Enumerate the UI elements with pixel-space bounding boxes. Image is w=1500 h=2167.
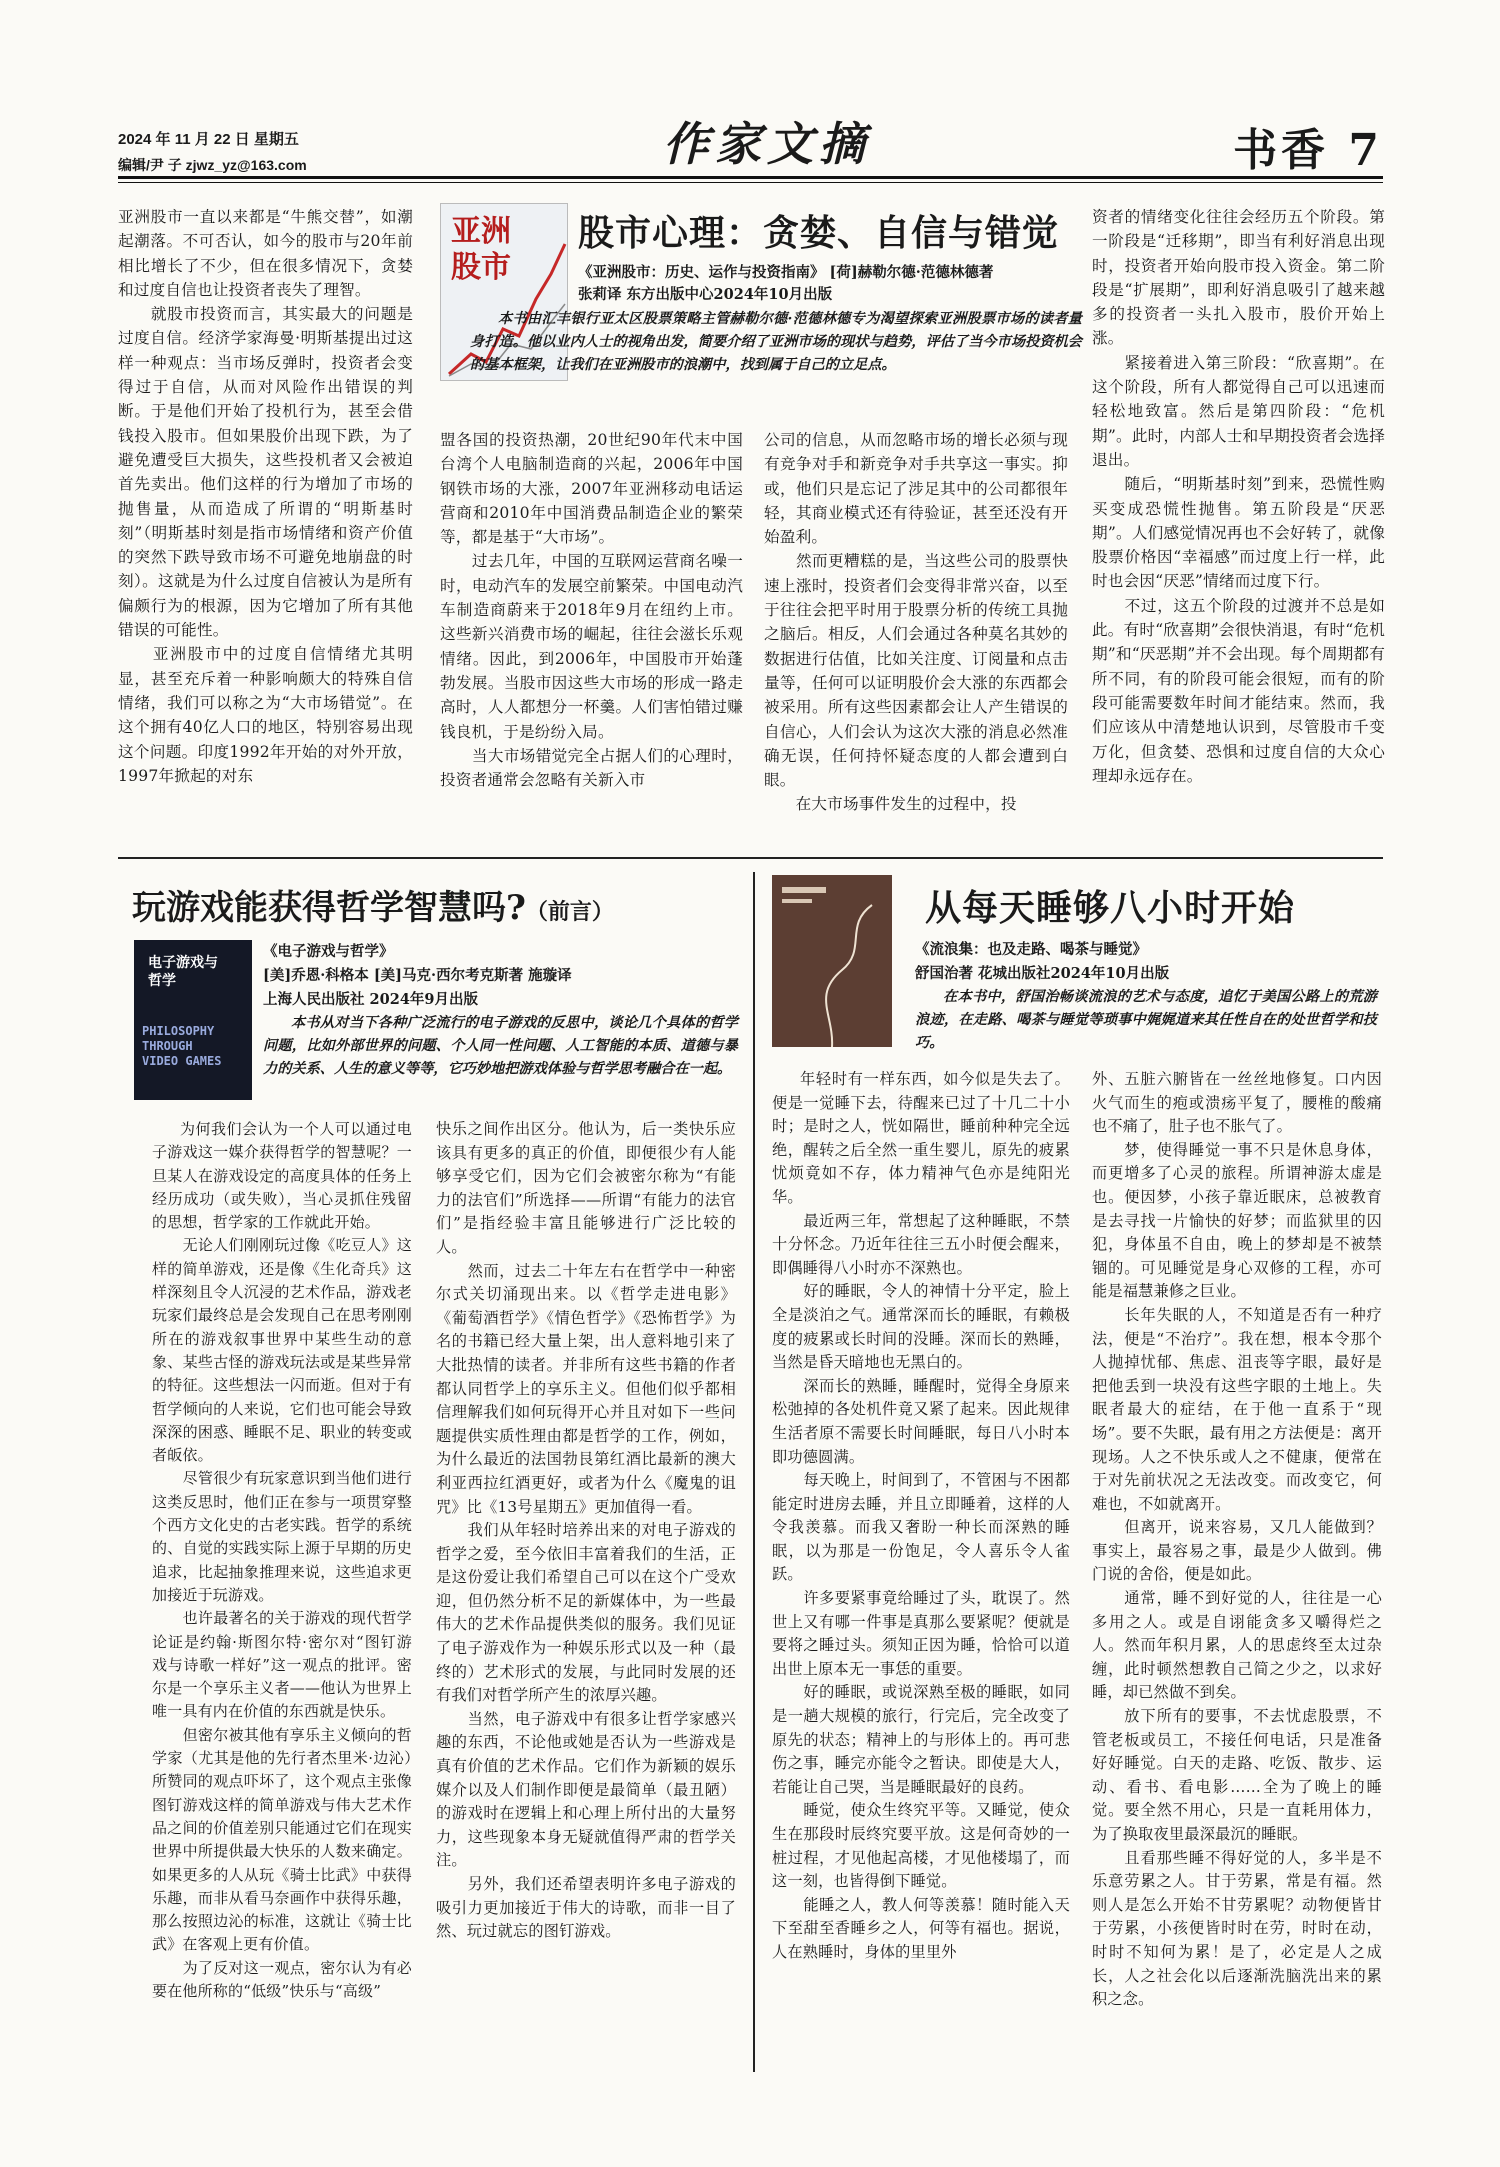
newspaper-logo: 作家文摘 [663,117,871,171]
road-line-graphic [772,875,892,1047]
column-divider [753,872,755,2072]
article3-column-2: 外、五脏六腑皆在一丝丝地修复。口内因火气而生的疱或溃疡平复了，腰椎的酸痛也不痛了，肚子也不胀气了。 梦，使得睡觉一事不只是休息身体，而更增多了心灵的旅程。所谓神游太虚是也。便因梦，小孩子靠近眠床，总被教育是去寻找一片愉快的好梦；而监狱里的囚犯，身体虽不自由，晚上的梦却是不被禁锢的。可见睡觉是身心双修的工程，亦可能是福慧兼修之巨业。 长年失眠的人，不知道是否有一种疗法，便是“不治疗”。我在想，根本令那个人抛掉忧郁、焦虑、沮丧等字眼，最好是把他丢到一块没有这些字眼的土地上。失眠者最大的症结，在于他一直系于“现场”。要不失眠，最有用之方法便是：离开现场。人之不快乐或人之不健康，便常在于对先前状况之无法改变。而改变它，何难也，不如就离开。 但离开，说来容易，又几人能做到？事实上，最容易之事，最是少人做到。佛门说的舍俗，便是如此。 通常，睡不到好觉的人，往往是一心多用之人。或是自诩能贪多又嚼得烂之人。然而年积月累，人的思虑终至太过杂缠，此时顿然想教自己简之少之，以求好睡，却已然做不到矣。 放下所有的要事，不去忧虑股票，不管老板或员工，不接任何电话，只是准备好好睡觉。白天的走路、吃饭、散步、运动、看书、看电影……全为了晚上的睡觉。要全然不用心，只是一直耗用体力，为了换取夜里最深最沉的睡眠。 且看那些睡不得好觉的人，多半是不乐意劳累之人。甘于劳累，常是有福。然则人是怎么开始不甘劳累呢？动物便皆甘于劳累，小孩便皆时时在劳，时时在动，时时不知何为累！是了，必定是人之成长，人之社会化以后逐渐洗脑洗出来的累积之念。 [1092,1070,1382,2009]
section-divider [118,857,1383,859]
article3-book-info: 《流浪集：也及走路、喝茶与睡觉》 舒国治著 花城出版社2024年10月出版 [915,941,1170,982]
article1-column-2: 盟各国的投资热潮，20世纪90年代末中国台湾个人电脑制造商的兴起，2006年中国钢铁市场的大涨，2007年亚洲移动电话运营商和2010年中国消费品制造企业的繁荣等，都是基于“大市场”。 过去几年，中国的互联网运营商名噪一时，电动汽车的发展空前繁荣。中国电动汽车制造商蔚来于2018年9月在纽约上市。这些新兴消费市场的崛起，往往会滋长乐观情绪。因此，到2006年，中国股市开始蓬勃发展。当股市因这些大市场的形成一路走高时，人人都想分一杯羹。人们害怕错过赚钱良机，于是纷纷入局。 当大市场错觉完全占据人们的心理时，投资者通常会忽略有关新入市 [440,431,743,790]
article2-cover-title: 电子游戏与 哲学 [148,955,218,989]
article2-title: 玩游戏能获得哲学智慧吗? [132,888,526,928]
article1-column-4: 资者的情绪变化往往会经历五个阶段。第一阶段是“迁移期”，即当有利好消息出现时，投资者开始向股市投入资金。第二阶段是“扩展期”，即利好消息吸引了越来越多的投资者一头扎入股市，股价开始上涨。 紧接着进入第三阶段：“欣喜期”。在这个阶段，所有人都觉得自己可以迅速而轻松地致富。然后是第四阶段：“危机期”。此时，内部人士和早期投资者会选择退出。 随后，“明斯基时刻”到来，恐慌性购买变成恐慌性抛售。第五阶段是“厌恶期”。人们感觉情况再也不会好转了，就像股票价格因“幸福感”而过度上行一样，此时也会因“厌恶”情绪而过度下行。 不过，这五个阶段的过渡并不总是如此。有时“欣喜期”会很快消退，有时“危机期”和“厌恶期”并不会出现。每个周期都有所不同，有的阶段可能会很短，而有的阶段可能需要数年时间才能结束。然而，我们应该从中清楚地认识到，尽管股市千变万化，但贪婪、恐惧和过度自信的大众心理却永远存在。 [1092,208,1385,785]
article1-column-1: 亚洲股市一直以来都是“牛熊交替”，如潮起潮落。不可否认，如今的股市与20年前相比增长了不少，但在很多情况下，贪婪和过度自信也让投资者丧失了理智。 就股市投资而言，其实最大的问题是过度自信。经济学家海曼·明斯基提出过这样一种观点：当市场反弹时，投资者会变得过于自信，从而对风险作出错误的判断。于是他们开始了投机行为，甚至会借钱投入股市。但如果股价出现下跌，为了避免遭受巨大损失，这些投机者又会被迫首先卖出。他们这样的行为增加了市场的抛售量，从而造成了所谓的“明斯基时刻”（明斯基时刻是指市场情绪和资产价值的突然下跌导致市场不可避免地崩盘的时刻）。这就是为什么过度自信被认为是所有偏颇行为的根源，因为它增加了所有其他错误的可能性。 亚洲股市中的过度自信情绪尤其明显，甚至充斥着一种影响颇大的特殊自信情绪，我们可以称之为“大市场错觉”。在这个拥有40亿人口的地区，特别容易出现这个问题。印度1992年开始的对外开放，1997年掀起的对东 [118,208,413,785]
article2-column-1: 为何我们会认为一个人可以通过电子游戏这一媒介获得哲学的智慧呢？一旦某人在游戏设定的高度具体的任务上经历成功（或失败），当心灵抓住残留的思想，哲学家的工作就此开始。 无论人们刚刚玩过像《吃豆人》这样的简单游戏，还是像《生化奇兵》这样深刻且令人沉浸的艺术作品，游戏老玩家们最终总是会发现自己在思考刚刚所在的游戏叙事世界中某些生动的意象、某些古怪的游戏玩法或是某些异常的特征。这些想法一闪而逝。但对于有哲学倾向的人来说，它们也可能会导致深深的困惑、睡眠不足、职业的转变或者皈依。 尽管很少有玩家意识到当他们进行这类反思时，他们正在参与一项贯穿整个西方文化史的古老实践。哲学的系统的、自觉的实践实际上源于早期的历史追求，比起抽象推理来说，这些追求更加接近于玩游戏。 也许最著名的关于游戏的现代哲学论证是约翰·斯图尔特·密尔对“图钉游戏与诗歌一样好”这一观点的批评。密尔是一个享乐主义者——他认为世界上唯一具有内在价值的东西就是快乐。 但密尔被其他有享乐主义倾向的哲学家（尤其是他的先行者杰里米·边沁）所赞同的观点吓坏了，这个观点主张像图钉游戏这样的简单游戏与伟大艺术作品之间的价值差别只能通过它们在现实世界中所提供最大快乐的人数来确定。如果更多的人从玩《骑士比武》中获得乐趣，而非从看马奈画作中获得乐趣，那么按照边沁的标准，这就让《骑士比武》在客观上更有价值。 为了反对这一观点，密尔认为有必要在他所称的“低级”快乐与“高级” [152,1120,412,2000]
masthead-rule [118,176,1383,179]
editor-line: 编辑/尹 子 zjwz_yz@163.com [118,157,307,173]
article3-summary: 在本书中，舒国治畅谈流浪的艺术与态度，追忆于美国公路上的荒游浪迹，在走路、喝茶与睡觉等琐事中娓娓道来其任性自在的处世哲学和技巧。 [915,989,1377,1051]
article1-cover-title: 亚洲 股市 [451,214,511,285]
article1-column-3: 公司的信息，从而忽略市场的增长必须与现有竞争对手和新竞争对手共享这一事实。抑或，他们只是忘记了涉足其中的公司都很年轻，其商业模式还有待验证，甚至还没有开始盈利。 然而更糟糕的是，当这些公司的股票快速上涨时，投资者们会变得非常兴奋，以至于往往会把平时用于股票分析的传统工具抛之脑后。相反，人们会通过各种莫名其妙的数据进行估值，比如关注度、订阅量和点击量等，任何可以证明股价会大涨的东西都会被采用。所有这些因素都会让人产生错误的自信心，人们会认为这次大涨的消息必然准确无误，任何持怀疑态度的人都会遭到白眼。 在大市场事件发生的过程中，投 [764,431,1068,814]
article2-column-2: 快乐之间作出区分。他认为，后一类快乐应该具有更多的真正的价值，即便很少有人能够享受它们，因为它们会被密尔称为“有能力的法官们”所选择——所谓“有能力的法官们”是指经验丰富且能够进行广泛比较的人。 然而，过去二十年左右在哲学中一种密尔式关切涌现出来。以《哲学走进电影》《葡萄酒哲学》《情色哲学》《恐怖哲学》为名的书籍已经大量上架，出人意料地引来了大批热情的读者。并非所有这些书籍的作者都认同哲学上的享乐主义。但他们似乎都相信理解我们如何玩得开心并且对如下一些问题提供实质性理由都是哲学的工作，例如，为什么最近的法国勃艮第红酒比最新的澳大利亚西拉红酒更好，或者为什么《魔鬼的诅咒》比《13号星期五》更加值得一看。 我们从年轻时培养出来的对电子游戏的哲学之爱，至今依旧丰富着我们的生活，正是这份爱让我们希望自己可以在这个广受欢迎，但仍然分析不足的新媒体中，为一些最伟大的艺术作品提供类似的服务。我们见证了电子游戏作为一种娱乐形式以及一种（最终的）艺术形式的发展，与此同时发展的还有我们对哲学所产生的浓厚兴趣。 当然，电子游戏中有很多让哲学家感兴趣的东西，不论他或她是否认为一些游戏是真有价值的艺术作品。它们作为新颖的娱乐媒介以及人们制作即便是最简单（最丑陋）的游戏时在逻辑上和心理上所付出的大量努力，这些现象本身无疑就值得严肃的哲学关注。 另外，我们还希望表明许多电子游戏的吸引力更加接近于伟大的诗歌，而非一目了然、玩过就忘的图钉游戏。 [436,1120,736,1941]
article1-headline: 股市心理：贪婪、自信与错觉 [578,212,1060,254]
article3-headline: 从每天睡够八小时开始 [925,887,1296,929]
article2-cover-english: PHILOSOPHY THROUGH VIDEO GAMES [142,1024,222,1068]
article2-headline [132,880,614,929]
article2-book-cover [134,940,252,1100]
article1-summary: 本书由汇丰银行亚太区股票策略主管赫勒尔德·范德林德专为渴望探索亚洲股票市场的读者量身打造。他以业内人士的视角出发，简要介绍了亚洲市场的现状与趋势，评估了当今市场投资机会的基本框架，让我们在亚洲股市的浪潮中，找到属于自己的立足点。 [470,311,1082,373]
article1-book-info: 《亚洲股市：历史、运作与投资指南》 [荷]赫勒尔德·范德林德著 张莉译 东方出版中心2024年10月出版 [578,264,994,303]
masthead-rule-thin [118,182,1383,183]
section-page-label: 书香 7 [1233,125,1383,176]
article3-column-1: 年轻时有一样东西，如今似是失去了。便是一觉睡下去，待醒来已过了十几二十小时；是时之人，恍如隔世，睡前种种完全远绝，醒转之后全然一重生婴儿，原先的疲累忧烦竟如不存，体力精神气色亦是纯阳光华。 最近两三年，常想起了这种睡眠，不禁十分怀念。乃近年往往三五小时便会醒来，即偶睡得八小时亦不深熟也。 好的睡眠，令人的神情十分平定，脸上全是淡泊之气。通常深而长的睡眠，有赖极度的疲累或长时间的没睡。深而长的熟睡，当然是昏天暗地也无黑白的。 深而长的熟睡，睡醒时，觉得全身原来松弛掉的各处机件竟又紧了起来。因此规律生活者原不需要长时间睡眠，每日八小时本即功德圆满。 每天晚上，时间到了，不管困与不困都能定时进房去睡，并且立即睡着，这样的人令我羡慕。而我又奢盼一种长而深熟的睡眠，以为那是一份饱足，令人喜乐令人雀跃。 许多要紧事竟给睡过了头，耽误了。然世上又有哪一件事是真那么要紧呢？便就是要将之睡过头。须知正因为睡，恰恰可以道出世上原本无一事恁的重要。 好的睡眠，或说深熟至极的睡眠，如同是一趟大规模的旅行，行完后，完全改变了原先的状态；精神上的与形体上的。再可悲伤之事，睡完亦能令之暂诀。即使是大人，若能让自己哭，当是睡眠最好的良药。 睡觉，使众生终究平等。又睡觉，使众生在那段时辰终究要平放。这是何奇妙的一桩过程，才见他起高楼，才见他楼塌了，而这一刻，也皆得倒下睡觉。 能睡之人，教人何等羡慕！随时能入天下至甜至香睡乡之人，何等有福也。据说，人在熟睡时，身体的里里外 [772,1070,1070,1961]
issue-date: 2024 年 11 月 22 日 星期五 [118,131,299,148]
article2-title-suffix: （前言） [525,899,614,925]
article3-book-cover [772,875,892,1047]
article2-summary: 本书从对当下各种广泛流行的电子游戏的反思中，谈论几个具体的哲学问题，比如外部世界的问题、个人同一性问题、人工智能的本质、道德与暴力的关系、人生的意义等等，它巧妙地把游戏体验与哲学思考融合在一起。 [263,1015,738,1077]
article2-book-info: 《电子游戏与哲学》 [美]乔恩·科格本 [美]马克·西尔考克斯著 施璇译 上海人民出版社 2024年9月出版 [263,943,572,1008]
